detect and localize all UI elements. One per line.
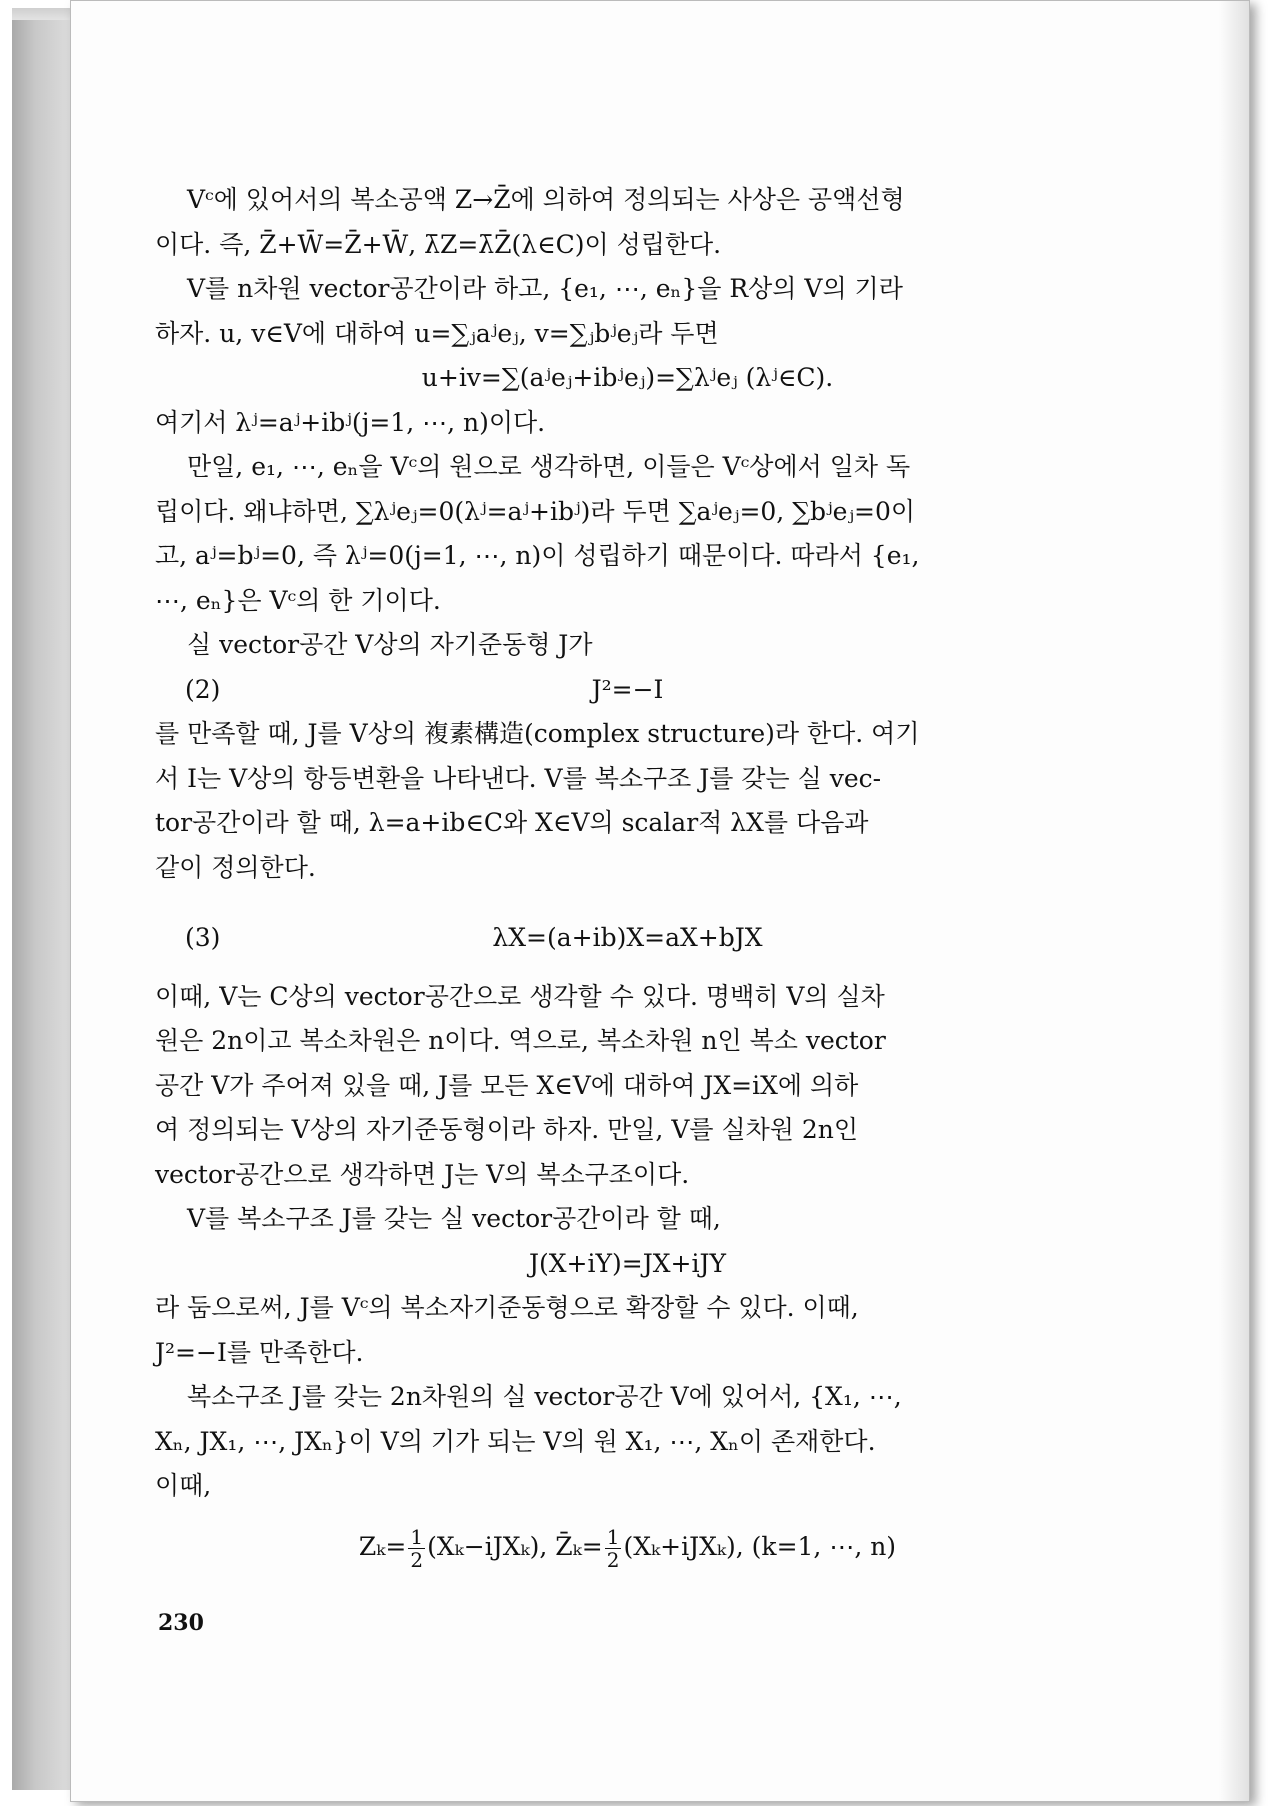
fraction-numerator: 1 <box>410 1524 424 1549</box>
fraction-numerator: 1 <box>606 1524 620 1549</box>
text-line: vector공간으로 생각하면 J는 V의 복소구조이다. <box>155 1159 690 1189</box>
page-shadow <box>1219 1 1249 1801</box>
text-line: Xₙ, JX₁, ⋯, JXₙ}이 V의 기가 되는 V의 원 X₁, ⋯, Xₙ이 존재한다. <box>155 1426 876 1456</box>
equation-number: (3) <box>185 923 221 952</box>
text-line: 하자. u, v∈V에 대하여 u=∑ⱼaʲeⱼ, v=∑ⱼbʲeⱼ라 두면 <box>155 318 719 348</box>
page-content <box>155 178 1100 1575</box>
text-line: 여 정의되는 V상의 자기준동형이라 하자. 만일, V를 실차원 2n인 <box>155 1115 859 1144</box>
fraction-denominator: 2 <box>606 1547 620 1572</box>
text-line: 공간 V가 주어져 있을 때, J를 모든 X∈V에 대하여 JX=iX에 의하 <box>155 1070 859 1100</box>
text-line: 이다. 즉, Z̄+W̄=Z̄+W̄, λ̄Z=λ̄Z̄(λ∈C)이 성립한다. <box>155 229 722 259</box>
text-line: 원은 2n이고 복소차원은 n이다. 역으로, 복소차원 n인 복소 vector <box>155 1026 886 1055</box>
text-line: 라 둠으로써, J를 Vᶜ의 복소자기준동형으로 확장할 수 있다. 이때, <box>155 1293 859 1322</box>
numbered-equation <box>155 916 1100 961</box>
text-line: 실 vector공간 V상의 자기준동형 J가 <box>187 630 593 659</box>
text-line: 이때, <box>155 1471 212 1500</box>
equation-number: (2) <box>185 674 221 704</box>
equation <box>155 1519 1100 1575</box>
equation-part: Zₖ= <box>358 1531 407 1561</box>
text-line: ⋯, eₙ}은 Vᶜ의 한 기이다. <box>155 585 441 615</box>
text-line: V를 복소구조 J를 갖는 실 vector공간이라 할 때, <box>187 1204 721 1233</box>
book-spine <box>12 20 70 1790</box>
text-line: 만일, e₁, ⋯, eₙ을 Vᶜ의 원으로 생각하면, 이들은 Vᶜ상에서 일차 독 <box>187 452 911 481</box>
text-line: Vᶜ에 있어서의 복소공액 Z→Z̄에 의하여 정의되는 사상은 공액선형 <box>187 185 905 214</box>
equation-expression: λX=(a+ib)X=aX+bJX <box>492 923 763 952</box>
text-line: 를 만족할 때, J를 V상의 複素構造(complex structure)라 한다. 여기 <box>155 719 920 748</box>
equation-part: (Xₖ+iJXₖ), (k=1, ⋯, n) <box>623 1531 897 1561</box>
page-number: 230 <box>158 1610 204 1636</box>
fraction-denominator: 2 <box>410 1547 424 1572</box>
text-line: V를 n차원 vector공간이라 하고, {e₁, ⋯, eₙ}을 R상의 V의 기라 <box>187 274 903 303</box>
text-line: 같이 정의한다. <box>155 852 316 882</box>
text-line: 립이다. 왜냐하면, ∑λʲeⱼ=0(λʲ=aʲ+ibʲ)라 두면 ∑aʲeⱼ=0, ∑bʲeⱼ=0이 <box>155 496 916 526</box>
text-line: 이때, V는 C상의 vector공간으로 생각할 수 있다. 명백히 V의 실차 <box>155 981 885 1011</box>
equation: u+iv=∑(aʲeⱼ+ibʲeⱼ)=∑λʲeⱼ (λʲ∈C). <box>421 363 834 392</box>
text-line: 서 I는 V상의 항등변환을 나타낸다. V를 복소구조 J를 갖는 실 vec- <box>155 763 882 793</box>
text-line: 여기서 λʲ=aʲ+ibʲ(j=1, ⋯, n)이다. <box>155 407 546 437</box>
text-line: J²=−I를 만족한다. <box>155 1337 364 1367</box>
fraction <box>605 1526 622 1571</box>
equation-part: (Xₖ−iJXₖ), Z̄ₖ= <box>427 1531 603 1561</box>
equation: J(X+iY)=JX+iJY <box>528 1248 726 1278</box>
numbered-equation <box>155 668 1100 713</box>
text-line: tor공간이라 할 때, λ=a+ib∈C와 X∈V의 scalar적 λX를 다음과 <box>155 808 869 837</box>
equation-expression: J²=−I <box>591 674 664 704</box>
text-line: 고, aʲ=bʲ=0, 즉 λʲ=0(j=1, ⋯, n)이 성립하기 때문이다. 따라서 {e₁, <box>155 541 920 570</box>
fraction <box>408 1526 425 1571</box>
text-line: 복소구조 J를 갖는 2n차원의 실 vector공간 V에 있어서, {X₁, ⋯, <box>187 1382 902 1411</box>
